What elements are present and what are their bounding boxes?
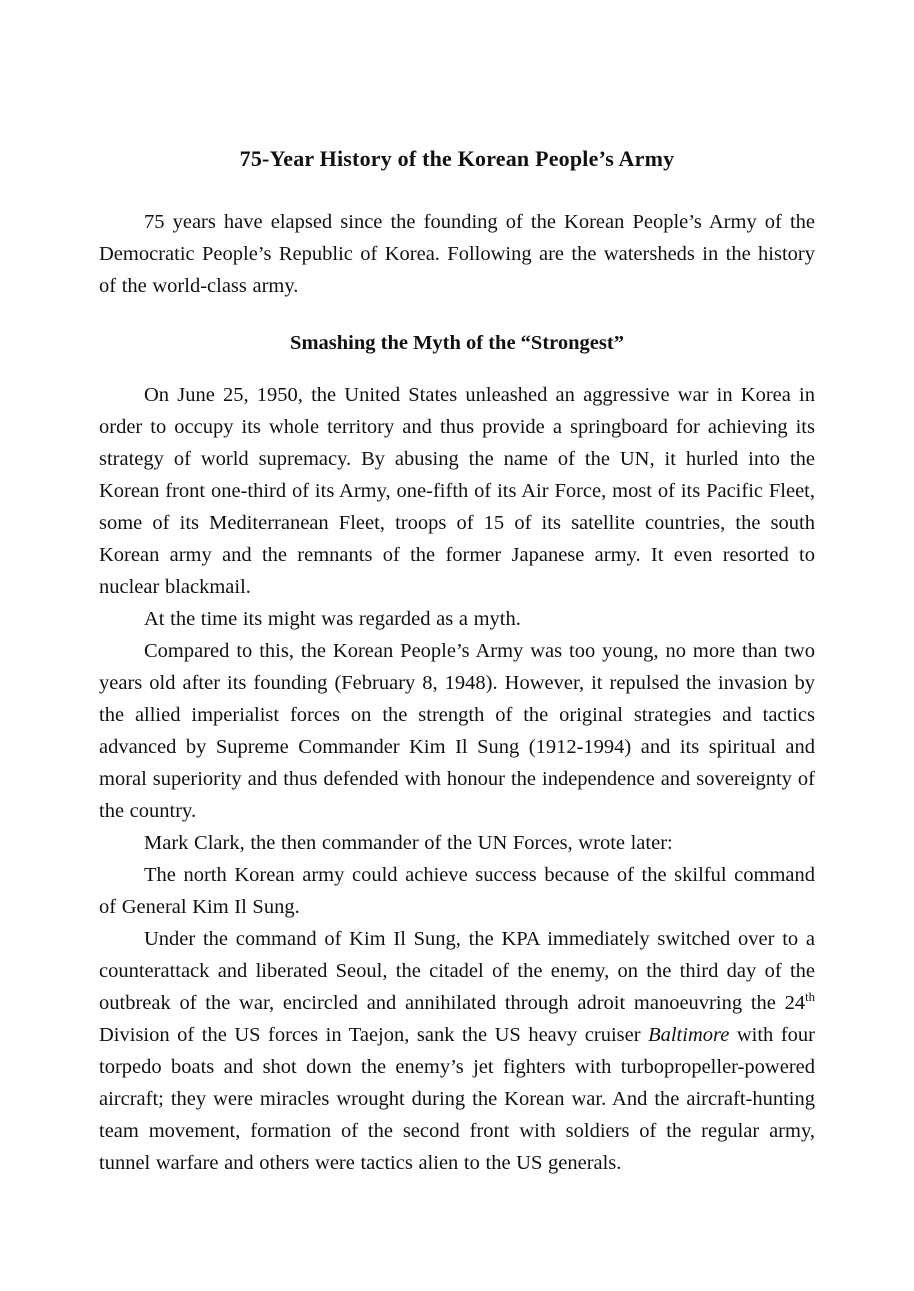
paragraph [99,379,815,603]
text-run: Under the command of Kim Il Sung, the KPA immediately switched over to a counterattack and liberated Seoul, the citadel of the enemy, on the third day of the outbreak of the war, encircled and annihilated through adroit manoeuvring the 24 [99,928,815,1014]
paragraph [99,859,815,923]
text-run: Smashing the Myth of the “Strongest” [290,332,624,354]
text-run: On June 25, 1950, the United States unleashed an aggressive war in Korea in order to occupy its whole territory and thus provide a springboard for achieving its strategy of world supremacy. By abusing the name of the UN, it hurled into the Korean front one-third of its Army, one-fifth of its Air Force, most of its Pacific Fleet, some of its Mediterranean Fleet, troops of 15 of its satellite countries, the south Korean army and the remnants of the former Japanese army. It even resorted to nuclear blackmail. [99,384,815,598]
paragraph [99,923,815,1179]
document-body [99,206,815,1179]
text-run: Compared to this, the Korean People’s Army was too young, no more than two years old after its founding (February 8, 1948). However, it repulsed the invasion by the allied imperialist forces on the strength of the original strategies and tactics advanced by Supreme Commander Kim Il Sung (1912-1994) and its spiritual and moral superiority and thus defended with honour the independence and sovereignty of the country. [99,640,815,822]
section-heading [99,327,815,359]
text-run: Division of the US forces in Taejon, sank the US heavy cruiser [99,1024,649,1046]
paragraph [99,635,815,827]
text-run: The north Korean army could achieve success because of the skilful command of General Kim Il Sung. [99,864,815,918]
document-title: 75-Year History of the Korean People’s Army [239,146,675,171]
text-run: Mark Clark, the then commander of the UN Forces, wrote later: [144,832,673,854]
paragraph [99,827,815,859]
italic-text: Baltimore [648,1024,730,1046]
text-run: At the time its might was regarded as a myth. [144,608,521,630]
text-run: 75 years have elapsed since the founding of the Korean People’s Army of the Democratic People’s Republic of Korea. Following are the watersheds in the history of the world-class army. [99,211,815,297]
paragraph [99,206,815,302]
text-run: with four torpedo boats and shot down the enemy’s jet fighters with turbopropeller-powered aircraft; they were miracles wrought during the Korean war. And the aircraft-hunting team movement, formation of the second front with soldiers of the regular army, tunnel warfare and others were tactics alien to the US generals. [99,1024,815,1174]
superscript-text: th [805,990,815,1005]
paragraph [99,603,815,635]
